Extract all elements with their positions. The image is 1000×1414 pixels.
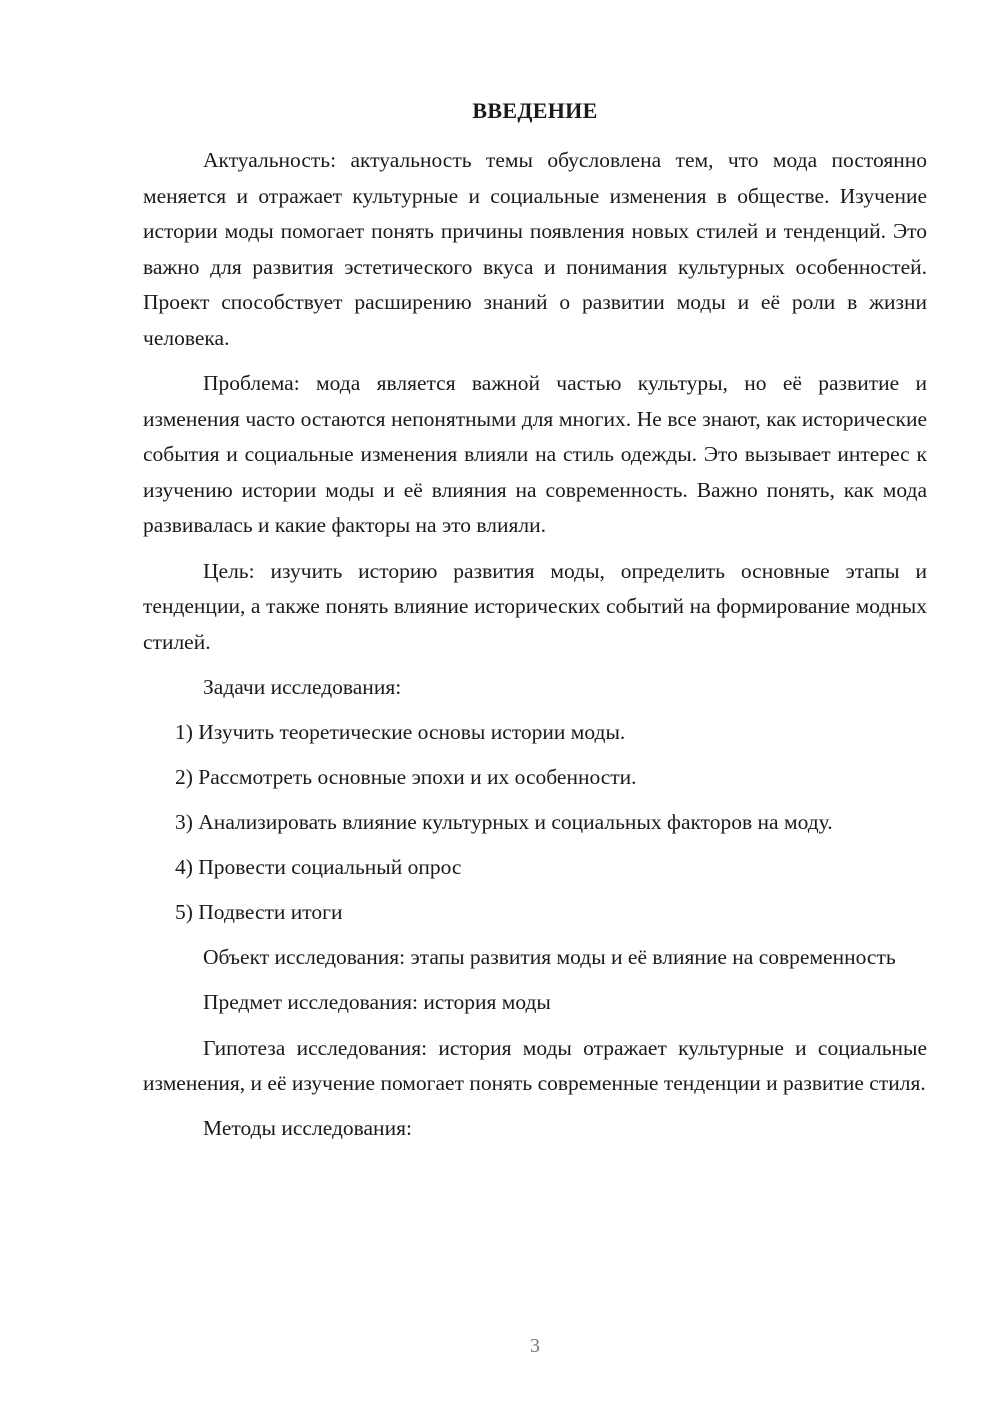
document-body [143,143,927,1156]
paragraph-object: Объект исследования: этапы развития моды и её влияние на современность [203,945,896,970]
page-number: 3 [530,1335,540,1357]
paragraph-hypothesis: Гипотеза исследования: история моды отражает культурные и социальные изменения, и её изучение помогает понять современные тенденции и развитие стиля. [143,1035,927,1096]
paragraph-subject: Предмет исследования: история моды [203,990,551,1015]
task-item-1: 1) Изучить теоретические основы истории моды. [175,719,626,744]
task-item-3: 3) Анализировать влияние культурных и социальных факторов на моду. [175,810,833,835]
document-page [143,0,927,1414]
task-item-4: 4) Провести социальный опрос [175,855,462,880]
paragraph-problem: Проблема: мода является важной частью культуры, но её развитие и изменения часто остаются непонятными для многих. Не все знают, как исторические события и социальные изменения влияли на стиль одежды. Это вызывает интерес к изучению истории моды и её влияния на современность. Важно понять, как мода развивалась и какие факторы на это влияли. [143,371,927,538]
paragraph-relevance: Актуальность: актуальность темы обусловлена тем, что мода постоянно меняется и отражает культурные и социальные изменения в обществе. Изучение истории моды помогает понять причины появления новых стилей и тенденций. Это важно для развития эстетического вкуса и понимания культурных особенностей. Проект способствует расширению знаний о развитии моды и её роли в жизни человека. [143,148,927,350]
paragraph-methods: Методы исследования: [203,1116,412,1141]
task-item-5: 5) Подвести итоги [175,900,343,925]
paragraph-goal: Цель: изучить историю развития моды, определить основные этапы и тенденции, а также понять влияние исторических событий на формирование модных стилей. [143,558,927,654]
paragraph-tasks-heading: Задачи исследования: [203,674,402,699]
section-title: ВВЕДЕНИЕ [472,98,598,123]
task-item-2: 2) Рассмотреть основные эпохи и их особенности. [175,765,637,789]
